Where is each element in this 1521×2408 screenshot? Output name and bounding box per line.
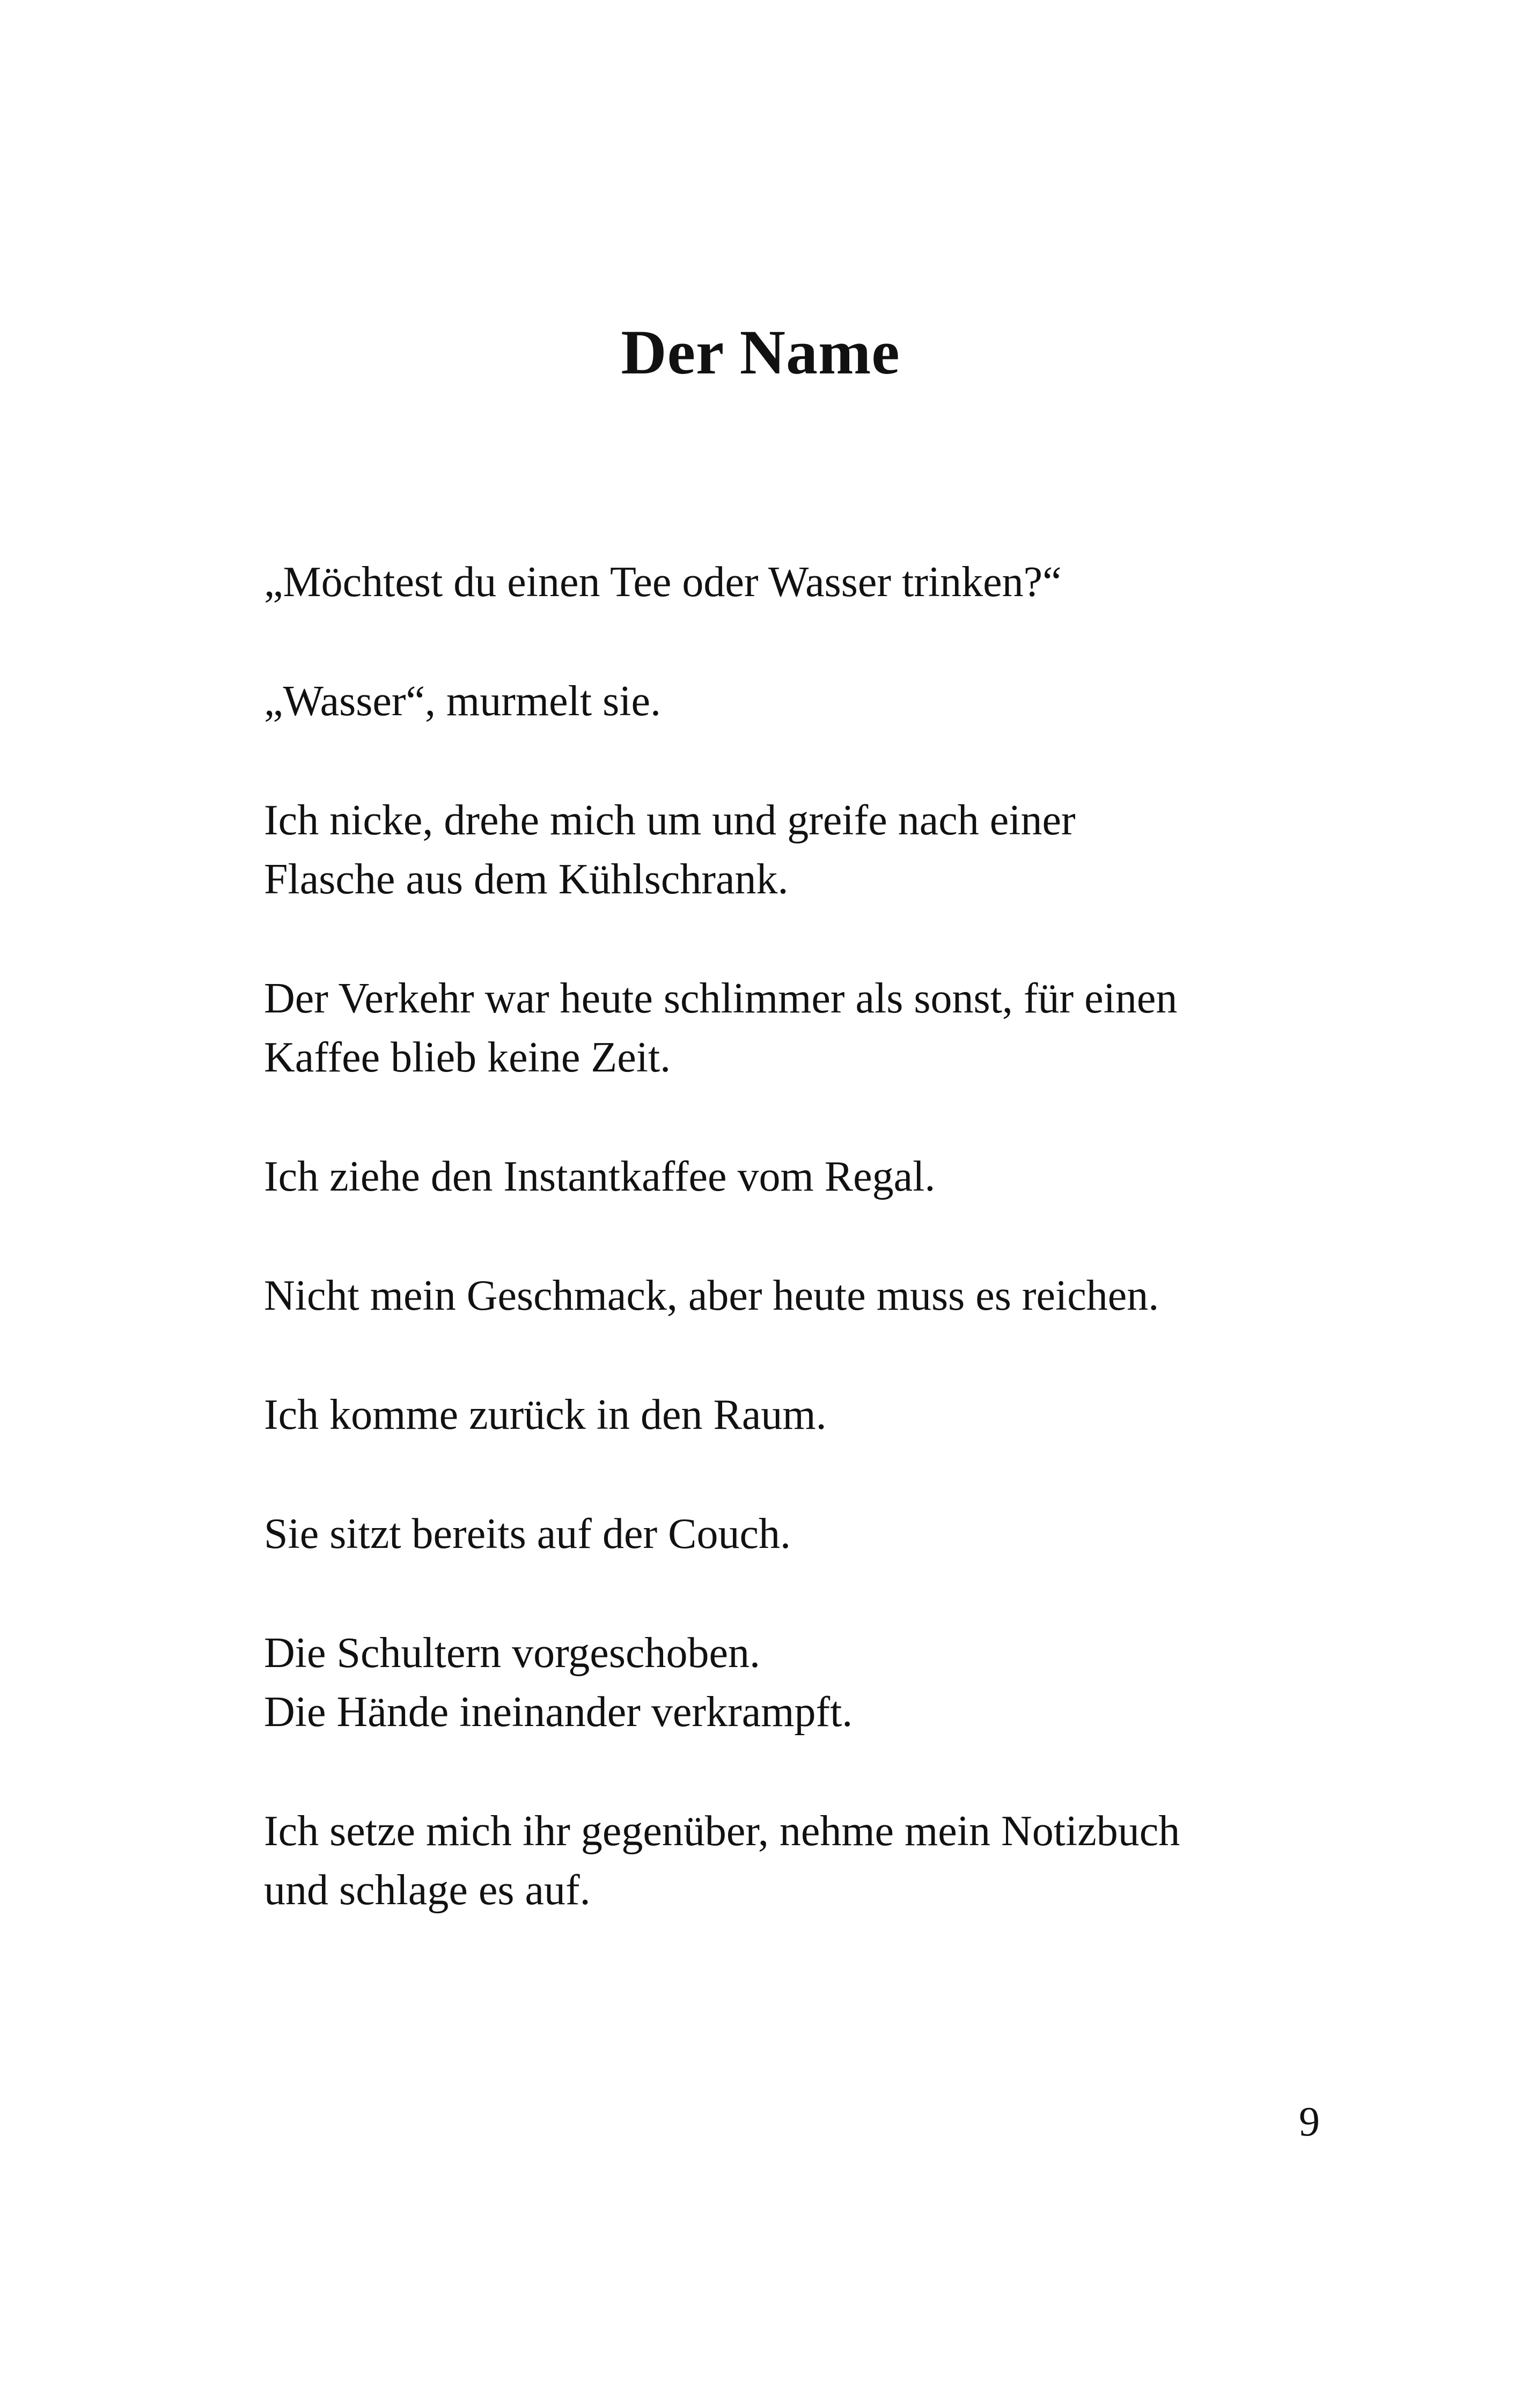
paragraph: „Wasser“, murmelt sie. [264, 678, 661, 725]
page-number: 9 [1299, 2098, 1320, 2145]
chapter-title: Der Name [621, 317, 900, 387]
paragraph: „Möchtest du einen Tee oder Wasser trinken?“ [264, 559, 1062, 606]
paragraph: Ich komme zurück in den Raum. [264, 1391, 827, 1438]
paragraph: Ich nicke, drehe mich um und greife nach einer Flasche aus dem Kühlschrank. [264, 797, 1076, 903]
paragraph: Die Schultern vorgeschoben. Die Hände ineinander verkrampft. [264, 1629, 853, 1736]
paragraph: Ich setze mich ihr gegenüber, nehme mein Notizbuch und schlage es auf. [264, 1808, 1180, 1914]
paragraph: Ich ziehe den Instantkaffee vom Regal. [264, 1153, 936, 1200]
paragraph: Der Verkehr war heute schlimmer als sonst, für einen Kaffee blieb keine Zeit. [264, 975, 1178, 1081]
paragraph: Nicht mein Geschmack, aber heute muss es reichen. [264, 1272, 1159, 1319]
paragraph: Sie sitzt bereits auf der Couch. [264, 1510, 791, 1558]
chapter-body [264, 553, 1337, 1980]
